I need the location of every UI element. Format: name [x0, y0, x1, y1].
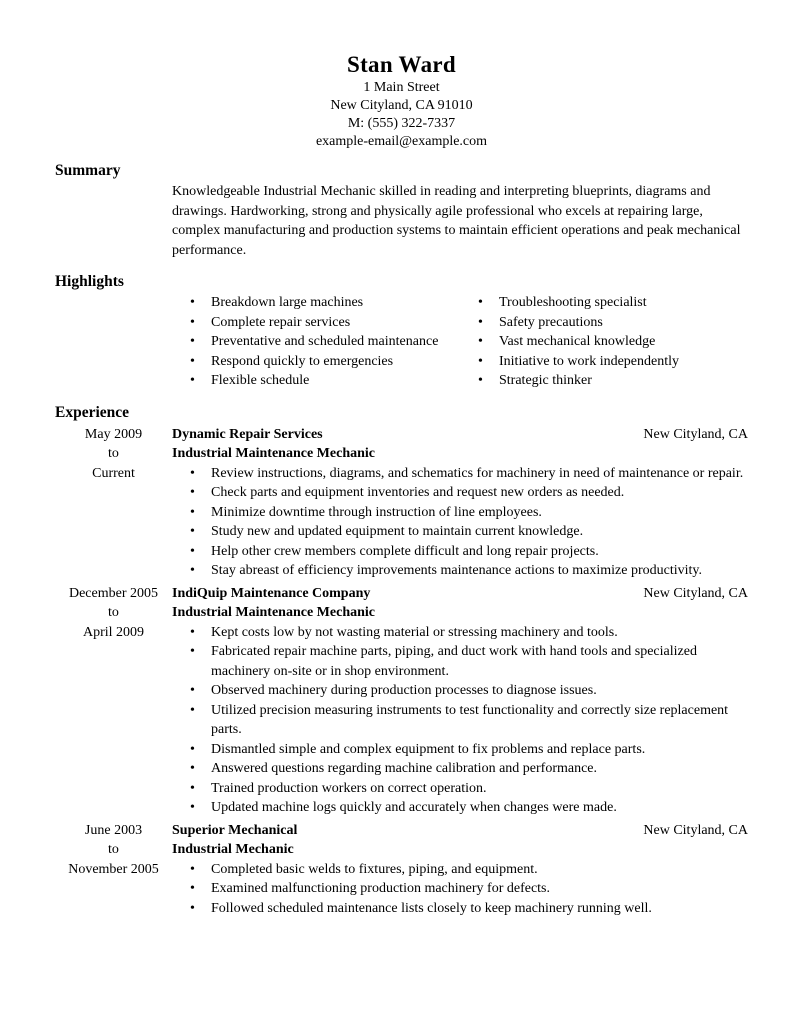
bullet-item [172, 642, 748, 681]
bullet-text: • Review instructions, diagrams, and schematics for machinery in need of maintenance or repair. [211, 465, 744, 481]
bullet-text: • Study new and updated equipment to maintain current knowledge. [211, 524, 584, 539]
bullet-text: • Trained production workers on correct operation. [211, 780, 487, 796]
bullet-item [172, 879, 748, 899]
highlight-item [172, 371, 460, 391]
bullet-item [172, 623, 748, 643]
bullet-text: • Answered questions regarding machine calibration and performance. [211, 761, 598, 776]
job-dates [55, 821, 172, 919]
highlight-text: • Strategic thinker [499, 373, 592, 388]
bullet-item [172, 522, 748, 542]
job-date-connector: to [108, 605, 119, 620]
email-line: example-email@example.com [315, 134, 488, 149]
highlight-item [460, 352, 748, 372]
bullet-item [172, 798, 748, 818]
job-date-end: November 2005 [68, 861, 159, 877]
experience-heading: Experience [55, 403, 130, 421]
section-summary [55, 161, 748, 260]
job-entry [55, 584, 748, 818]
highlight-text: • Initiative to work independently [499, 353, 680, 369]
bullet-item [172, 542, 748, 562]
bullet-item [172, 759, 748, 779]
highlight-item [172, 352, 460, 372]
bullet-item [172, 561, 748, 581]
highlight-item [172, 313, 460, 333]
highlights-columns [172, 272, 748, 391]
job-bullets [172, 623, 748, 818]
highlight-text: • Preventative and scheduled maintenance [211, 334, 439, 349]
bullet-text: • Utilized precision measuring instruments to test functionality and correctly size replacement parts. [211, 702, 729, 737]
job-header-line [172, 425, 748, 445]
highlight-item [460, 293, 748, 313]
address-line: 1 Main Street [363, 80, 440, 95]
highlight-item [172, 332, 460, 352]
bullet-item [172, 860, 748, 880]
job-title: Industrial Maintenance Mechanic [172, 605, 375, 620]
highlight-item [172, 293, 460, 313]
bullet-item [172, 779, 748, 799]
job-company: IndiQuip Maintenance Company [172, 585, 371, 601]
highlight-item [460, 313, 748, 333]
highlights-list-left [172, 293, 460, 391]
job-bullets [172, 464, 748, 581]
job-title: Industrial Maintenance Mechanic [172, 446, 375, 461]
job-date-start: June 2003 [84, 822, 143, 838]
bullet-text: • Observed machinery during production processes to diagnose issues. [211, 683, 597, 698]
job-date-end: Current [92, 465, 135, 481]
job-location: New Cityland, CA [643, 822, 748, 838]
bullet-text: • Examined malfunctioning production machinery for defects. [211, 881, 551, 896]
highlight-item [460, 371, 748, 391]
job-entry [55, 425, 748, 581]
bullet-text: • Minimize downtime through instruction of line employees. [211, 504, 542, 520]
job-body [172, 425, 748, 581]
job-entry [55, 821, 748, 919]
bullet-text: • Completed basic welds to fixtures, piping, and equipment. [211, 861, 538, 877]
bullet-text: • Check parts and equipment inventories and request new orders as needed. [211, 485, 625, 500]
bullet-item [172, 740, 748, 760]
highlight-text: • Complete repair services [211, 314, 351, 330]
bullet-text: • Dismantled simple and complex equipment to fix problems and replace parts. [211, 741, 646, 757]
bullet-text: • Fabricated repair machine parts, piping, and duct work with hand tools and specialized machinery on-site or in shop environment. [211, 644, 697, 679]
highlights-heading: Highlights [55, 273, 124, 290]
highlight-text: • Troubleshooting specialist [499, 295, 647, 310]
bullet-item [172, 464, 748, 484]
job-header-line [172, 821, 748, 841]
job-date-connector: to [108, 842, 119, 857]
bullet-item [172, 681, 748, 701]
bullet-item [172, 483, 748, 503]
bullet-text: • Help other crew members complete difficult and long repair projects. [211, 543, 599, 559]
job-dates [55, 425, 172, 581]
job-date-start: December 2005 [68, 585, 159, 601]
job-location: New Cityland, CA [643, 426, 748, 442]
job-date-end: April 2009 [82, 624, 145, 640]
job-bullets [172, 860, 748, 919]
job-body [172, 821, 748, 919]
summary-heading: Summary [55, 162, 121, 179]
highlights-list-right [460, 293, 748, 391]
job-date-start: May 2009 [84, 426, 143, 442]
bullet-text: • Stay abreast of efficiency improvements maintenance actions to maximize productivity. [211, 563, 703, 578]
highlight-text: • Vast mechanical knowledge [499, 334, 656, 349]
bullet-item [172, 701, 748, 740]
highlight-item [460, 332, 748, 352]
summary-text: Knowledgeable Industrial Mechanic skilled in reading and interpreting blueprints, diagrams and drawings. Hardworking, strong and physically agile professional who excels at repairing large, complex manufacturing and production systems to maintain efficient operations and peak mechanical performance. [172, 184, 741, 258]
highlight-text: • Breakdown large machines [211, 295, 364, 310]
job-dates [55, 584, 172, 818]
section-experience [55, 403, 748, 919]
bullet-text: • Updated machine logs quickly and accurately when changes were made. [211, 800, 617, 815]
job-location: New Cityland, CA [643, 585, 748, 601]
job-body [172, 584, 748, 818]
job-company: Dynamic Repair Services [172, 426, 323, 442]
job-company: Superior Mechanical [172, 822, 298, 838]
bullet-item [172, 503, 748, 523]
bullet-item [172, 899, 748, 919]
experience-heading-row [55, 403, 748, 422]
highlight-text: • Respond quickly to emergencies [211, 353, 394, 369]
bullet-text: • Kept costs low by not wasting material or stressing machinery and tools. [211, 624, 618, 640]
bullet-text: • Followed scheduled maintenance lists closely to keep machinery running well. [211, 900, 652, 916]
phone-line: M: (555) 322-7337 [347, 116, 456, 131]
job-title: Industrial Mechanic [172, 842, 294, 857]
section-highlights [55, 272, 748, 391]
highlight-text: • Safety precautions [499, 314, 603, 330]
candidate-name: Stan Ward [346, 52, 456, 77]
header [55, 50, 748, 151]
job-header-line [172, 584, 748, 604]
city-state-zip-line: New Cityland, CA 91010 [330, 98, 473, 113]
job-date-connector: to [108, 446, 119, 461]
highlight-text: • Flexible schedule [211, 373, 310, 388]
